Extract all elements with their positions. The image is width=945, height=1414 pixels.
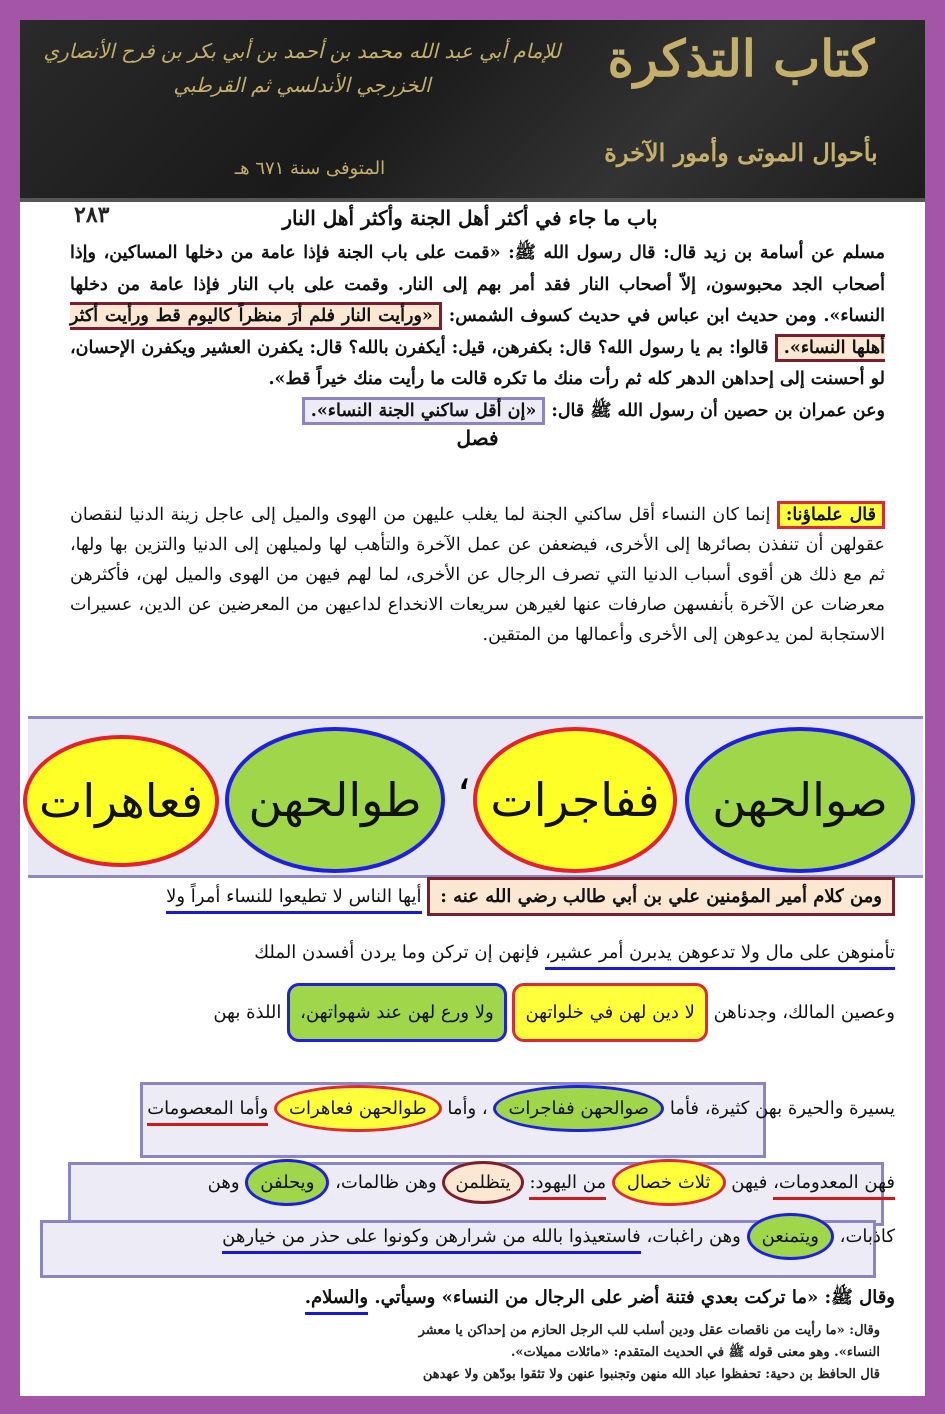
scholars-paragraph — [70, 500, 885, 650]
line-4 — [60, 1090, 895, 1150]
scholars-text: إنما كان النساء أقل ساكني الجنة لما يغلب عليهن من الهوى والميل إلى عاجل زينة الدنيا لنقصان عقولهن أن تنفذن بصائرها إلى الأخرى، فيضعفن عن عمل الآخرة والتأهب لها ولميلهن إلى الدنيا والتزين بها ولها، ثم مع ذلك هن أقوى أسباب الدنيا التي تصرف الرجال عن الأخرى، لما لهم فيهن من الهوى والميل لهن، فأكثرهن معرضات عن الآخرة بأنفسهن صارفات عنها لغيرهن سريعات الانخداع لداعيهن من المعرضين عن الدين، عسيرات الاستجابة لمن يدعوهن إلى الأخرى وأعمالها من المتقين. — [70, 505, 885, 645]
oval-sawalihunna: صوالحهن — [685, 727, 915, 873]
author-line-1: للإمام أبي عبد الله محمد بن أحمد بن أبي بكر بن فرح الأنصاري — [43, 39, 561, 63]
zalimat-word: وهن ظالمات، — [335, 1172, 437, 1193]
line-5 — [208, 1172, 895, 1193]
line-6 — [222, 1226, 895, 1247]
author-name — [32, 34, 572, 102]
hadith-imran: وعن عمران بن حصين أن رسول الله ﷺ قال: — [551, 400, 885, 421]
line-2 — [254, 942, 895, 963]
ali-quote-start: أيها الناس لا تطيعوا للنساء أمراً ولا — [166, 886, 421, 914]
oval-fafajirat: ففاجرات — [473, 727, 677, 873]
book-title: كتاب التذكرة — [607, 29, 875, 88]
ovals-separator: ، — [456, 749, 471, 800]
page-number: ٢٨٣ — [74, 202, 110, 228]
line-2a: تأمنوهن على مال ولا تدعوهن يدبرن أمر عشير، — [545, 942, 895, 970]
oval-tawalihunna: طوالحهن — [225, 727, 445, 873]
ali-intro-box: ومن كلام أمير المؤمنين علي بن أبي طالب رضي الله عنه : — [427, 877, 895, 916]
salam-word: والسلام. — [305, 1287, 368, 1315]
footer-line-3: قال الحافظ بن دحية: تحفظوا عباد الله منهن وتجنبوا عنهن ولا تثقوا بودّهن ولا عهدهن — [422, 1367, 880, 1382]
footer-text — [70, 1320, 880, 1386]
hadith-continuation: قالوا: بم يا رسول الله؟ قال: بكفرهن، قيل: أيكفرن بالله؟ قال: يكفرن العشير ويكفرن الإحسان، لو أحسنت إلى إحداهن الدهر كله ثم رأت منك ما تكره قالت ما رأيت منك خيراً قط». — [70, 337, 885, 389]
line-1 — [166, 886, 895, 907]
famma-word: فأما — [669, 1098, 700, 1119]
footer-line-2: النساء». وهو معنى قوله ﷺ في الحديث المتقدم: «مائلات مميلات». — [510, 1345, 880, 1360]
hadith-intro: مسلم عن أسامة بن زيد قال: قال رسول الله ﷺ: «قمت على باب الجنة فإذا عامة من دخلها المساكين، وإذا أصحاب الجد محبوسون، إلاّ أصحاب النار فقد أمر بهم إلى النار. وقمت على باب النار فإذا عامة من دخلها النساء». ومن حديث ابن عباس في حديث كسوف الشمس: — [70, 243, 886, 326]
oval-faahirat: فعاهرات — [23, 735, 219, 867]
oval-tawalihunna-small: طوالحهن فعاهرات — [274, 1085, 442, 1132]
kadhibat-word: كاذبات، — [839, 1226, 895, 1247]
oval-yatazallamn: يتظلمن — [442, 1161, 523, 1204]
line-3-end: اللذة بهن — [213, 1002, 282, 1023]
oval-thalath-khisal: ثلاث خصال — [612, 1159, 726, 1206]
line-3-start: وعصين المالك، وجدناهن — [713, 1002, 895, 1023]
oval-yatamanan: ويتمنعن — [747, 1213, 834, 1260]
wa-amma-word: ، وأما — [447, 1098, 488, 1119]
wahunna-word: وهن — [207, 1172, 240, 1193]
line-7 — [60, 1286, 895, 1316]
document-page — [20, 20, 925, 1396]
hadith-paragraph — [70, 238, 885, 453]
highlight-hadith-janna: «إن أقل ساكني الجنة النساء». — [302, 397, 546, 425]
footer-line-1: وقال: «ما رأيت من ناقصات عقل ودين أسلب للب الرجل الحازم من إحداكن يا معشر — [418, 1323, 880, 1338]
line-4-start: يسيرة والحيرة بهن كثيرة، — [704, 1098, 895, 1119]
line-2b: فإنهن إن تركن وما يردن أفسدن الملك — [254, 942, 540, 963]
chapter-title: باب ما جاء في أكثر أهل الجنة وأكثر أهل النار — [282, 206, 658, 230]
hadith-fitna: وقال ﷺ: «ما تركت بعدي فتنة أضر على الرجال من النساء» وسيأتي. — [374, 1287, 895, 1308]
box-no-religion: لا دين لهن في خلواتهن — [512, 983, 707, 1042]
scholars-label: قال علماؤنا: — [777, 501, 885, 529]
author-death-date: المتوفى سنة ٦٧١ هـ — [234, 158, 386, 179]
line-3 — [213, 1002, 895, 1023]
section-heading-fasl: فصل — [456, 426, 499, 450]
masoomat-word: وأما المعصومات — [147, 1098, 268, 1126]
feehinna-word: فيهن — [731, 1172, 768, 1193]
book-subtitle: بأحوال الموتى وأمور الآخرة — [604, 138, 878, 167]
author-line-2: الخزرجي الأندلسي ثم القرطبي — [173, 73, 431, 97]
min-al-yahud: من اليهود: — [529, 1172, 606, 1200]
raghibat-word: وهن راغبات، — [646, 1226, 741, 1247]
lines-5-6 — [60, 1168, 895, 1278]
istaeedhu-phrase: فاستعيذوا بالله من شرارهن وكونوا على حذر من خيارهن — [222, 1226, 641, 1254]
ovals-band — [28, 716, 923, 878]
madoomat-word: فهن المعدومات، — [773, 1172, 895, 1200]
book-cover-banner — [20, 20, 925, 202]
oval-yahlifn: ويحلفن — [245, 1159, 329, 1206]
box-no-piety: ولا ورع لهن عند شهواتهن، — [287, 983, 507, 1042]
highlight-hadith-nar: «ورأيت النار فلم أرَ منظراً كاليوم قط ورأيت أكثر أهلها النساء». — [70, 302, 885, 362]
oval-sawalihunna-small: صوالحهن ففاجرات — [493, 1085, 664, 1132]
